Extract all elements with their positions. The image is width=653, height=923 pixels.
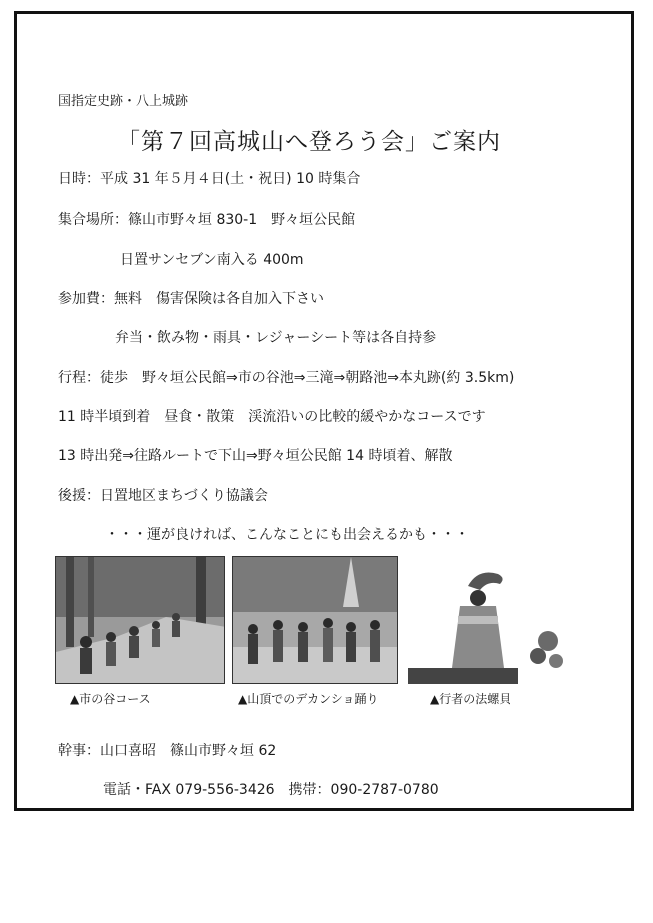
caption-trail: ▲市の谷コース xyxy=(70,692,151,706)
fee-line: 参加費：無料 傷害保険は各自加入下さい xyxy=(58,291,324,307)
route-line: 行程：徒歩 野々垣公民館⇒市の谷池⇒三滝⇒朝路池⇒本丸跡(約 3.5km) xyxy=(58,370,515,386)
caption-summit-dance: ▲山頂でのデカンショ踊り xyxy=(238,692,379,706)
arrival-line: 11 時半頃到着 昼食・散策 渓流沿いの比較的緩やかなコースです xyxy=(58,409,486,425)
contact-line: 電話・FAX 079-556-3426 携帯：090-2787-0780 xyxy=(103,782,439,798)
photo-trail xyxy=(55,556,225,684)
departure-line: 13 時出発⇒往路ルートで下山⇒野々垣公民館 14 時頃着、解散 xyxy=(58,448,453,464)
photo-summit-dance xyxy=(232,556,398,684)
datetime-line: 日時：平成 31 年５月４日(土・祝日) 10 時集合 xyxy=(58,171,361,187)
sponsor-line: 後援：日置地区まちづくり協議会 xyxy=(58,488,268,504)
luck-line: ・・・運が良ければ、こんなことにも出会えるかも・・・ xyxy=(105,527,469,543)
fee-note: 弁当・飲み物・雨具・レジャーシート等は各自持参 xyxy=(115,330,437,346)
meeting-place-note: 日置サンセブン南入る 400m xyxy=(120,252,304,268)
event-title: 「第７回高城山へ登ろう会」ご案内 xyxy=(117,129,501,155)
photo-conch-shell xyxy=(408,556,563,684)
caption-conch-shell: ▲行者の法螺貝 xyxy=(430,692,512,706)
meeting-place-line: 集合場所：篠山市野々垣 830-1 野々垣公民館 xyxy=(58,212,356,228)
organizer-line: 幹事：山口喜昭 篠山市野々垣 62 xyxy=(58,743,277,759)
event-subtitle: 国指定史跡・八上城跡 xyxy=(58,94,189,109)
